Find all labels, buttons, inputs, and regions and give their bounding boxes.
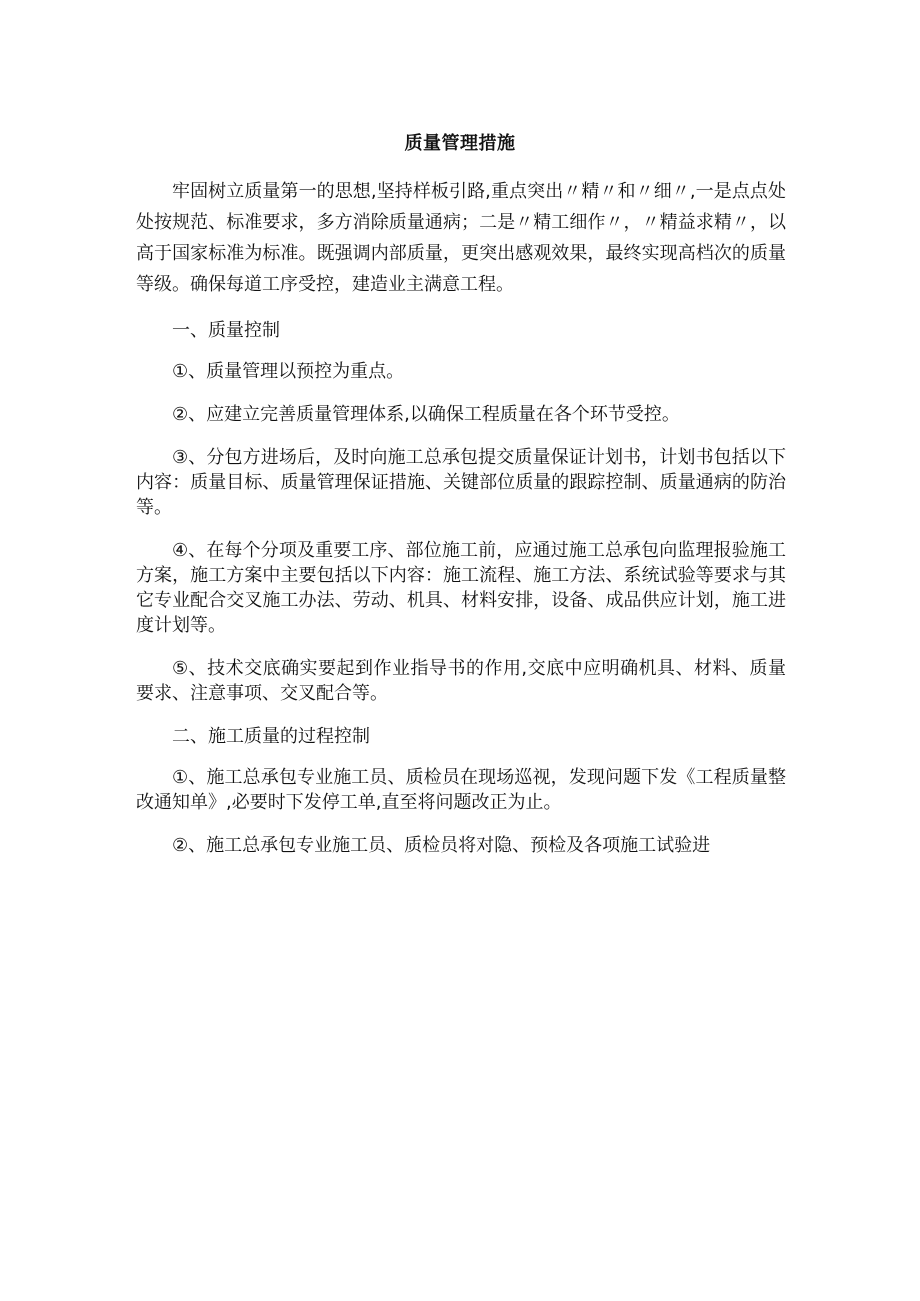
section-heading-quality-control: 一、质量控制 <box>172 320 280 341</box>
list-item: ⑤、技术交底确实要起到作业指导书的作用,交底中应明确机具、材料、质量要求、注意事项、交叉配合等。 <box>136 658 786 704</box>
list-item: ①、质量管理以预控为重点。 <box>172 361 405 382</box>
section-heading-process-control: 二、施工质量的过程控制 <box>172 726 370 747</box>
list-item: ②、应建立完善质量管理体系,以确保工程质量在各个环节受控。 <box>172 404 680 425</box>
list-item: ②、施工总承包专业施工员、质检员将对隐、预检及各项施工试验进 <box>172 835 711 856</box>
list-item: ④、在每个分项及重要工序、部位施工前，应通过施工总承包向监理报验施工方案，施工方案中主要包括以下内容：施工流程、施工方法、系统试验等要求与其它专业配合交叉施工办法、劳动、机具、材料安排，设备、成品供应计划，施工进度计划等。 <box>136 540 786 636</box>
list-item: ③、分包方进场后，及时向施工总承包提交质量保证计划书，计划书包括以下内容：质量目标、质量管理保证措施、关键部位质量的跟踪控制、质量通病的防治等。 <box>136 447 786 518</box>
intro-paragraph: 牢固树立质量第一的思想,坚持样板引路,重点突出〃精〃和〃细〃,一是点点处处按规范、标准要求，多方消除质量通病；二是〃精工细作〃，〃精益求精〃，以高于国家标准为标准。既强调内部质量，更突出感观效果，最终实现高档次的质量等级。确保每道工序受控，建造业主满意工程。 <box>136 181 786 295</box>
list-item: ①、施工总承包专业施工员、质检员在现场巡视，发现问题下发《工程质量整改通知单》,必要时下发停工单,直至将问题改正为止。 <box>136 767 786 813</box>
document-body <box>136 176 786 876</box>
document-title: 质量管理措施 <box>404 133 516 154</box>
